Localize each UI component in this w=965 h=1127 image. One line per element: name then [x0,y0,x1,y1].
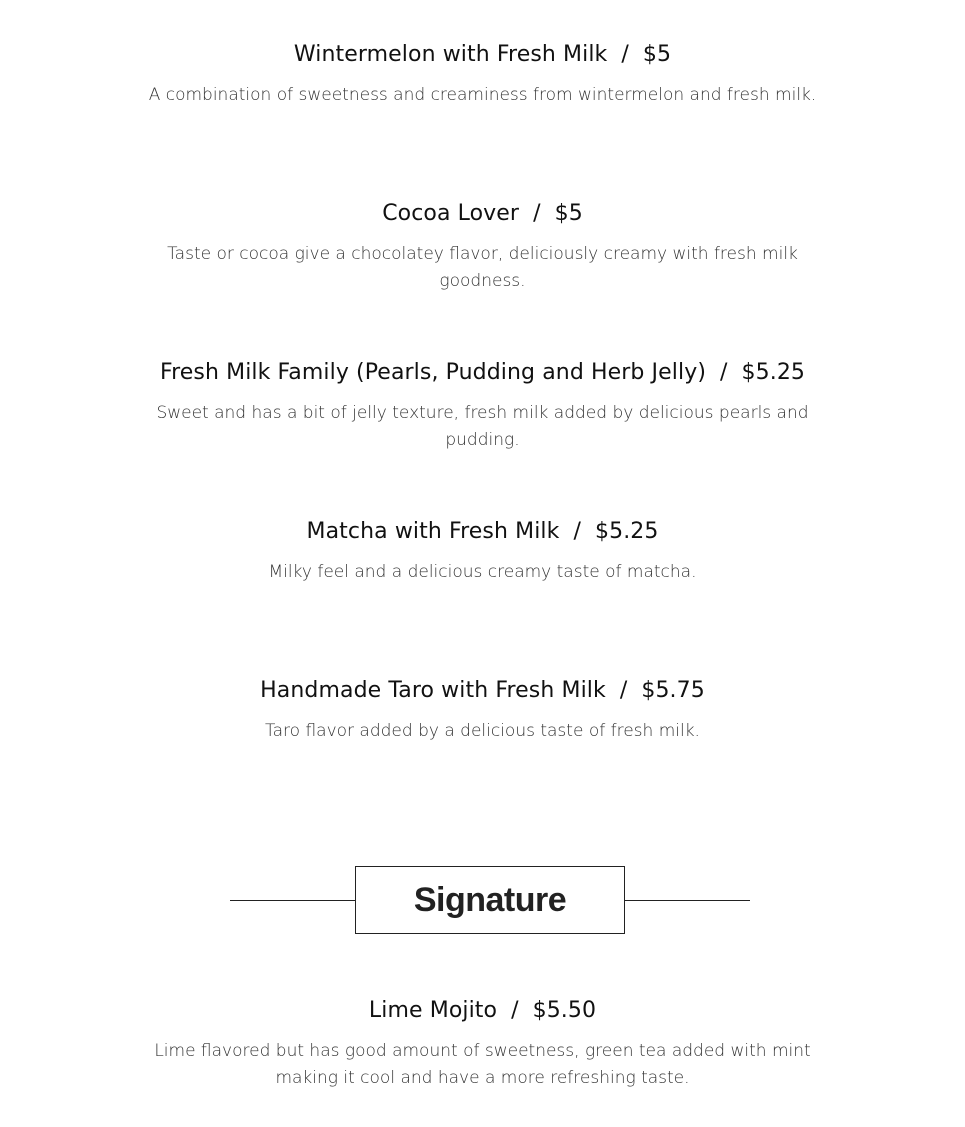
item-price: $5.25 [741,360,806,385]
item-name: Matcha with Fresh Milk [306,519,560,544]
price-separator: / [573,519,581,544]
item-title [0,40,965,70]
item-description: Milky feel and a delicious creamy taste of matcha. [268,562,697,582]
item-name: Handmade Taro with Fresh Milk [260,678,606,703]
item-description: A combination of sweetness and creaminess from wintermelon and fresh milk. [148,85,817,105]
section-title: Signature [413,880,567,919]
menu-item [0,517,965,586]
item-name: Fresh Milk Family (Pearls, Pudding and Herb Jelly) [159,360,707,385]
item-title [0,358,965,388]
price-separator: / [511,998,519,1023]
item-description: Taste or cocoa give a chocolatey flavor, deliciously creamy with fresh milk goodness. [167,244,798,291]
item-description: Taro flavor added by a delicious taste of fresh milk. [265,721,700,741]
item-description: Sweet and has a bit of jelly texture, fresh milk added by delicious pearls and pudding. [156,403,809,450]
item-price: $5 [554,201,583,226]
price-separator: / [619,678,628,703]
item-title [0,517,965,547]
divider-line-left [230,900,355,901]
divider-line-right [625,900,750,901]
item-name: Lime Mojito [368,998,498,1023]
section-title-box [355,866,625,934]
price-separator: / [533,201,541,226]
menu-item [0,358,965,454]
item-name: Wintermelon with Fresh Milk [293,42,608,67]
price-separator: / [720,360,728,385]
menu-item [0,676,965,745]
item-title [0,996,965,1026]
item-price: $5.75 [641,678,705,703]
item-title [0,676,965,706]
price-separator: / [621,42,629,67]
item-title [0,199,965,229]
menu-item [0,199,965,295]
item-price: $5 [642,42,672,67]
signature-section-header [230,866,750,934]
item-price: $5.25 [595,519,659,544]
item-name: Cocoa Lover [382,201,520,226]
menu-item [0,40,965,109]
item-description: Lime flavored but has good amount of sweetness, green tea added with mint making it cool and have a more refreshing taste. [154,1041,811,1088]
signature-menu-item [0,996,965,1092]
item-price: $5.50 [532,998,597,1023]
